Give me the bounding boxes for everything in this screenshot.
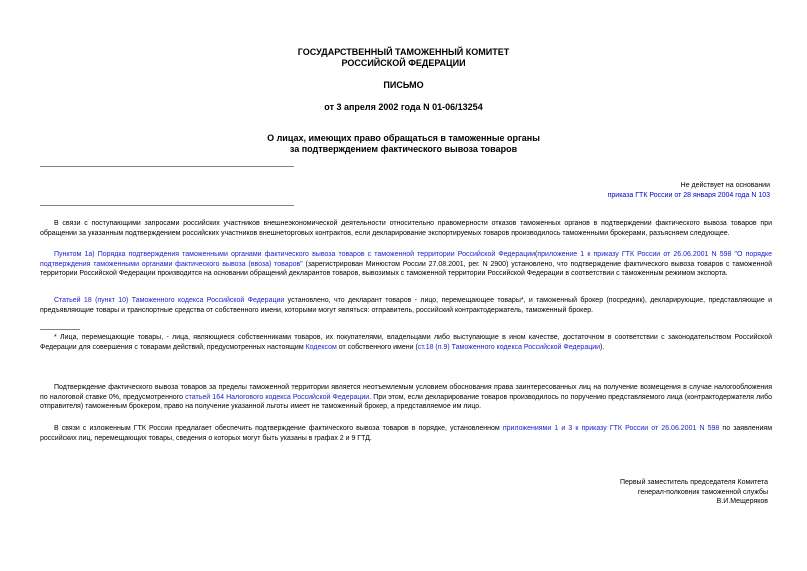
footnote-text-3: ). xyxy=(600,343,605,351)
footnote-text-1: * Лица, перемещающие товары, - лица, являющиеся собственниками товаров, их покупателями, владельцами либо выступающие в ином качестве, достаточном в соответствии с законодательством Российской Федерации для совершения с товарами действий, предусмотренных настоящим xyxy=(40,334,772,351)
status-note-link[interactable]: приказа ГТК России от 28 января 2004 года N 103 xyxy=(607,192,770,199)
paragraph-4-text-2: . При этом, если декларирование товаров производилось по поручению представляемого лица (контрактодержателя либо отправителя) таможенным брокером, право на получение указанной льготы имеет не таможенный брокер, а представляемое им лицо. xyxy=(40,393,772,411)
paragraph-4-text-1: Подтверждение фактического вывоза товаров за пределы таможенной территории является неотъемлемым условием обоснования права заинтересованных лиц на получение возмещения в случае налогообложения по налоговой ставке 0%, предусмотренного xyxy=(40,384,772,401)
paragraph-3 xyxy=(40,296,772,315)
signature-rank: генерал-полковник таможенной службы xyxy=(637,488,768,496)
order-598-appendices-link[interactable]: приложениями 1 и 3 к приказу ГТК России от 26.06.2001 N 598 xyxy=(502,425,720,432)
document-title-line1: О лицах, имеющих право обращаться в таможенные органы xyxy=(267,133,540,143)
paragraph-5 xyxy=(40,424,772,443)
signature-position: Первый заместитель председателя Комитета xyxy=(620,479,768,486)
signature-name: В.И.Мещеряков xyxy=(716,498,768,506)
document-title-line2: за подтверждением фактического вывоза товаров xyxy=(289,144,518,154)
code-link[interactable]: Кодексом xyxy=(305,343,337,351)
org-name-line1: ГОСУДАРСТВЕННЫЙ ТАМОЖЕННЫЙ КОМИТЕТ xyxy=(297,47,510,57)
divider-bottom xyxy=(40,205,294,206)
paragraph-5-text-1: В связи с изложенным ГТК России предлагает обеспечить подтверждение фактического вывоза товаров в порядке, установленном xyxy=(54,425,503,432)
status-note-text: Не действует на основании xyxy=(680,182,770,189)
paren-open: ( xyxy=(535,251,538,258)
org-name-line2: РОССИЙСКОЙ ФЕДЕРАЦИИ xyxy=(341,58,466,68)
document-date-number: от 3 апреля 2002 года N 01-06/13254 xyxy=(324,102,483,112)
footnote xyxy=(40,333,772,352)
order-procedure-link[interactable]: Пунктом 1а) Порядка подтверждения таможенными органами фактического вывоза товаров с таможенной территории Российской Федерации xyxy=(54,251,536,258)
divider-top xyxy=(40,166,294,167)
paragraph-1 xyxy=(40,219,772,238)
footnote-divider xyxy=(40,329,80,330)
tax-code-art164-link[interactable]: статьей 164 Налогового кодекса Российской Федерации xyxy=(185,393,370,401)
document-type: ПИСЬМО xyxy=(383,80,424,90)
signature-block xyxy=(560,478,768,507)
order-598-appendix-link[interactable]: приложение 1 к приказу ГТК России от 26.06.2001 N 598 "О порядке подтверждения таможенными органами фактического вывоза (ввоза) товаров" xyxy=(40,251,772,268)
paragraph-2 xyxy=(40,250,772,279)
status-note xyxy=(40,181,770,201)
paragraph-2-text: (зарегистрирован Минюстом России 27.08.2001, рег. N 2900) установлено, что подтверждение фактического вывоза товаров с таможенной территории Российской Федерации производится на основании обращений декларантов товаров, вывозимых с таможенной территории Российской Федерации в соответствии с таможенным режимом экспорта. xyxy=(40,260,773,278)
paragraph-4 xyxy=(40,383,772,412)
customs-code-art18-link[interactable]: Статьей 18 (пункт 10) Таможенного кодекса Российской Федерации xyxy=(54,297,285,304)
footnote-text-2: от собственного имени ( xyxy=(336,343,418,351)
paragraph-3-text: установлено, что декларант товаров - лицо, перемещающее товары*, и таможенный брокер (посредник), декларирующие, представляющие и предъявляющие товары и транспортные средства от собственного имени, которыми могут являться: отправитель, российский контрактодержатель, таможенный брокер. xyxy=(40,297,772,314)
customs-code-art18-p9-link[interactable]: ст.18 (п.9) Таможенного кодекса Российской Федерации xyxy=(417,343,601,351)
paragraph-1-text: В связи с поступающими запросами российских участников внешнеэкономической деятельности относительно правомерности отказов таможенных органов в подтверждении фактического вывоза товаров при обращении за указанным подтверждением российских участников внешнеторговых контрактов, если декларирование экспортируемых товаров производилось таможенными брокерами, разъясняем следующее. xyxy=(40,220,772,237)
paragraph-5-text-2: по заявлениям российских лиц, перемещающих товары, сведения о которых могут быть указаны в графах 2 и 9 ГТД. xyxy=(40,425,773,442)
